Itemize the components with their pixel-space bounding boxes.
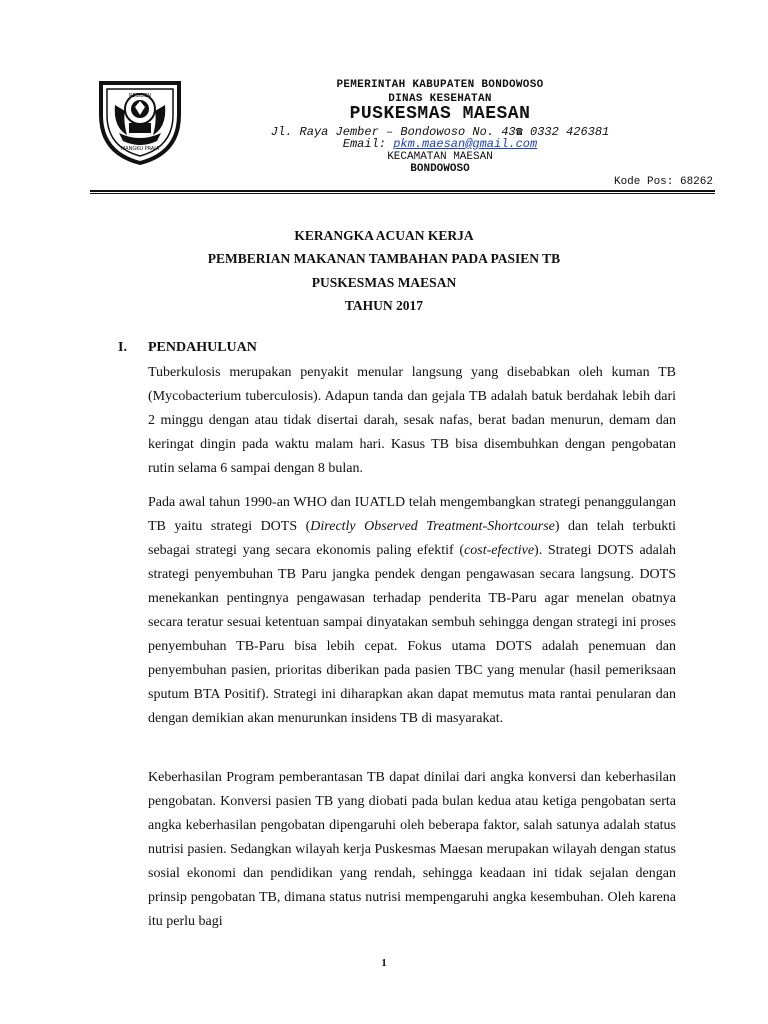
letterhead-name: PUSKESMAS MAESAN [349, 104, 531, 124]
page-number: 1 [381, 957, 387, 969]
svg-text:MANGKU PRAJA: MANGKU PRAJA [120, 146, 160, 152]
letterhead-divider [90, 190, 715, 192]
svg-text:RESIDEN: RESIDEN [128, 93, 152, 99]
regency-emblem-logo [95, 75, 185, 167]
letterhead-district: KECAMATAN MAESAN [387, 151, 493, 163]
doc-title-1: KERANGKA ACUAN KERJA [294, 228, 474, 243]
letterhead-divider-thin [90, 193, 715, 194]
email-link[interactable]: pkm.maesan@gmail.com [393, 137, 538, 151]
letterhead-email-line [200, 137, 680, 151]
letterhead-department: DINAS KESEHATAN [388, 93, 492, 105]
paragraph-3: Keberhasilan Program pemberantasan TB dapat dinilai dari angka konversi dan keberhasilan pengobatan. Konversi pasien TB yang diobati pada bulan kedua atau ketiga pengobatan serta angka keberhasilan pengobatan dipengaruhi oleh beberapa faktor, salah satunya adalah status nutrisi pasien. Sedangkan wilayah kerja Puskesmas Maesan merupakan wilayah dengan status sosial ekonomi dan pendidikan yang rendah, sehingga keadaan ini tidak sejalan dengan prinsip pengobatan TB, dimana status nutrisi mempengaruhi angka kesembuhan. Oleh karena itu perlu bagi [148, 770, 676, 929]
postal-code: Kode Pos: 68262 [613, 176, 713, 188]
section-title: PENDAHULUAN [148, 340, 257, 355]
section-number: I. [118, 340, 127, 355]
letterhead-phone: 0332 426381 [530, 125, 610, 139]
telephone-icon: ☎ [515, 125, 523, 139]
letterhead-city: BONDOWOSO [410, 163, 470, 175]
letterhead-address: Jl. Raya Jember – Bondowoso No. 43 [270, 125, 516, 139]
paragraph-2: Pada awal tahun 1990-an WHO dan IUATLD telah mengembangkan strategi penanggulangan TB yaitu strategi DOTS (Directly Observed Treatment-Shortcourse) dan telah terbukti sebagai strategi yang secara ekonomis paling efektif (cost-efective). Strategi DOTS adalah strategi penyembuhan TB Paru jangka pendek dengan pengawasan secara langsung. DOTS menekankan pentingnya pengawasan terhadap penderita TB-Paru agar menelan obatnya secara teratur sesuai ketentuan sampai dinyatakan sembuh sehingga dengan strategi ini proses penyembuhan TB-Paru bisa lebih cepat. Fokus utama DOTS adalah penemuan dan penyembuhan pasien, prioritas diberikan pada pasien TBC yang menular (hasil pemeriksaan sputum BTA Positif). Strategi ini diharapkan akan dapat memutus mata rantai penularan dan dengan demikian akan menurunkan insidens TB di masyarakat. [148, 495, 677, 726]
doc-title-2: PEMBERIAN MAKANAN TAMBAHAN PADA PASIEN TB [207, 251, 561, 266]
doc-title-3: PUSKESMAS MAESAN [311, 275, 457, 290]
letterhead-government: PEMERINTAH KABUPATEN BONDOWOSO [336, 79, 544, 91]
doc-title-4: TAHUN 2017 [344, 298, 424, 313]
paragraph-1: Tuberkulosis merupakan penyakit menular langsung yang disebabkan oleh kuman TB (Mycobacterium tuberculosis). Adapun tanda dan gejala TB adalah batuk berdahak lebih dari 2 minggu dengan atau tidak disertai darah, sesak nafas, berat badan menurun, demam dan keringat dingin pada waktu malam hari. Kasus TB bisa disembuhkan dengan pengobatan rutin selama 6 sampai dengan 8 bulan. [148, 365, 676, 476]
email-label: Email: [342, 137, 386, 151]
